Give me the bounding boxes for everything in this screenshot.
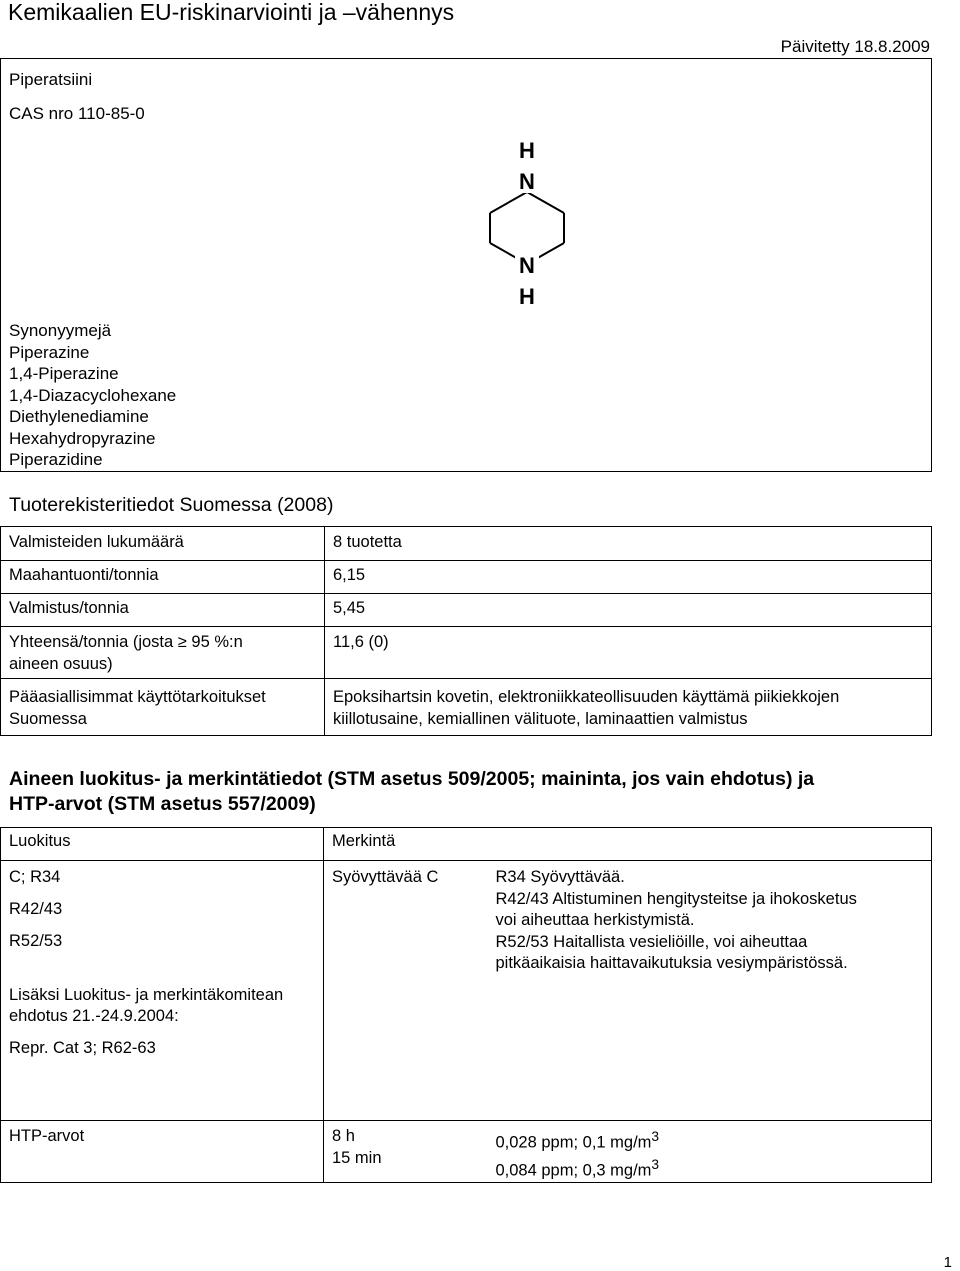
registry-label: Valmisteiden lukumäärä	[1, 527, 325, 561]
col-luokitus-header: Luokitus	[1, 828, 324, 861]
htp-value-sup: 3	[651, 1157, 660, 1172]
substance-name: Piperatsiini	[9, 70, 93, 89]
col-merkinta-header: Merkintä	[324, 828, 932, 861]
table-row	[1, 627, 932, 679]
phrase-line: pitkäaikaisia haittavaikutuksia vesiympäristössä.	[495, 954, 848, 972]
registry-heading: Tuoterekisteritiedot Suomessa (2008)	[9, 494, 334, 516]
synonym-item: Piperazidine	[9, 450, 103, 469]
updated-date: Päivitetty 18.8.2009	[780, 37, 930, 56]
luokitus-cell	[1, 861, 324, 1121]
piperazine-structure-image	[480, 135, 575, 307]
phrases-cell	[494, 861, 932, 1121]
extra-note: ehdotus 21.-24.9.2004:	[9, 1007, 179, 1025]
phrase-line: R34 Syövyttävää.	[495, 868, 625, 886]
classification-table	[0, 827, 932, 1183]
table-row	[1, 594, 932, 627]
merkinta-cell: Syövyttävää C	[324, 861, 494, 1121]
page-title: Kemikaalien EU-riskinarviointi ja –vähennys	[8, 0, 455, 25]
table-row	[1, 679, 932, 736]
registry-value	[325, 679, 932, 736]
luokitus-item: C; R34	[9, 868, 61, 886]
registry-label: Maahantuonti/tonnia	[1, 561, 325, 594]
htp-times	[324, 1121, 494, 1183]
table-row	[1, 527, 932, 561]
luokitus-item: R52/53	[9, 932, 63, 950]
synonym-item: Hexahydropyrazine	[9, 428, 156, 448]
table-row	[1, 861, 932, 1121]
atom-label: H	[519, 138, 535, 163]
table-row	[1, 828, 932, 861]
registry-label-line: Yhteensä/tonnia (josta ≥ 95 %:n	[9, 633, 243, 651]
luokitus-item: R42/43	[9, 900, 63, 918]
table-row	[1, 1121, 932, 1183]
phrase-line: R42/43 Altistuminen hengitysteitse ja ihokosketus	[495, 889, 857, 908]
classification-heading-line: Aineen luokitus- ja merkintätiedot (STM asetus 509/2005; maininta, jos vain ehdotus) ja	[9, 768, 815, 790]
registry-value: 5,45	[325, 594, 932, 627]
phrase-line: voi aiheuttaa herkistymistä.	[495, 911, 695, 929]
synonym-item: 1,4-Diazacyclohexane	[9, 385, 177, 405]
registry-value-line: Epoksihartsin kovetin, elektroniikkateollisuuden käyttämä piikiekkojen	[333, 688, 840, 706]
htp-time: 8 h	[332, 1127, 355, 1145]
htp-values	[494, 1121, 932, 1183]
atom-label: N	[519, 169, 535, 194]
registry-label-line: Suomessa	[9, 709, 87, 728]
htp-value-text: 0,028 ppm; 0,1 mg/m	[495, 1133, 652, 1152]
htp-time: 15 min	[332, 1148, 382, 1167]
registry-value: 8 tuotetta	[325, 527, 932, 561]
htp-value	[496, 1126, 924, 1154]
atom-label: N	[519, 253, 535, 278]
registry-label: Valmistus/tonnia	[1, 594, 325, 627]
registry-value-line: kiillotusaine, kemiallinen välituote, laminaattien valmistus	[333, 709, 748, 728]
extra-note: Repr. Cat 3; R62-63	[9, 1039, 156, 1057]
htp-value-text: 0,084 ppm; 0,3 mg/m	[495, 1161, 652, 1180]
table-row	[1, 561, 932, 594]
registry-label-line: Pääasiallisimmat käyttötarkoitukset	[9, 688, 266, 706]
registry-label	[1, 627, 325, 679]
registry-table	[0, 526, 932, 736]
registry-value: 6,15	[325, 561, 932, 594]
htp-value-sup: 3	[651, 1129, 660, 1144]
registry-label-line: aineen osuus)	[9, 654, 113, 673]
synonym-item: 1,4-Piperazine	[9, 364, 119, 383]
classification-heading	[9, 767, 814, 817]
synonyms-list	[9, 320, 176, 471]
extra-note: Lisäksi Luokitus- ja merkintäkomitean	[9, 986, 284, 1004]
classification-heading-line: HTP-arvot (STM asetus 557/2009)	[9, 793, 316, 815]
registry-value: 11,6 (0)	[325, 627, 932, 679]
synonym-item: Diethylenediamine	[9, 407, 149, 426]
htp-label: HTP-arvot	[1, 1121, 324, 1183]
cas-number: CAS nro 110-85-0	[9, 104, 145, 123]
registry-label	[1, 679, 325, 736]
synonym-item: Piperazine	[9, 342, 90, 362]
page-number: 1	[943, 1254, 952, 1271]
phrase-line: R52/53 Haitallista vesieliöille, voi aiheuttaa	[495, 932, 808, 951]
htp-value	[496, 1154, 924, 1182]
synonyms-heading: Synonyymejä	[9, 321, 112, 340]
atom-label: H	[519, 284, 535, 307]
